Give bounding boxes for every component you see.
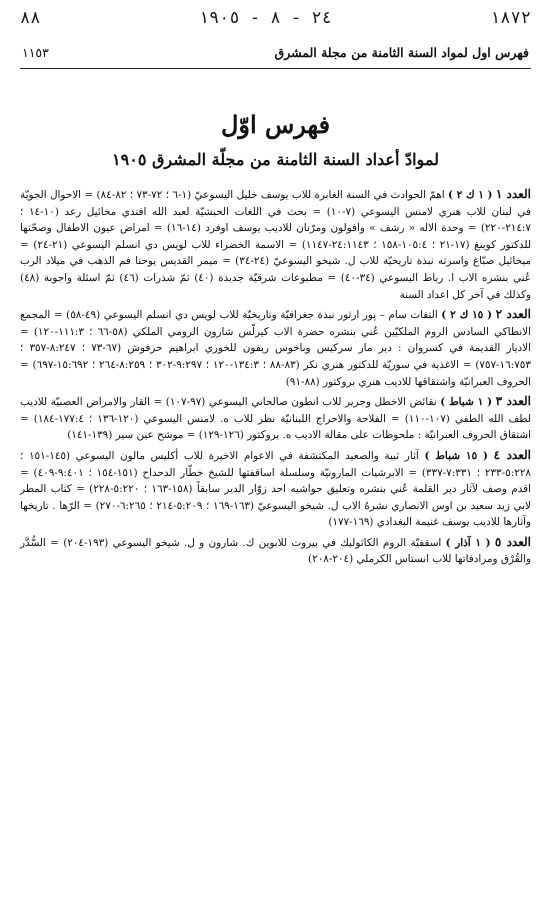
issue-entry <box>20 306 531 390</box>
issue-date: ( ١ آذار ) <box>445 536 491 549</box>
issue-body: اهمّ الحوادث في السنة الغابرة للاب يوسف خليل اليسوعيّ (١-٦ ؛ ٧٢-٧٣ ؛ ٨٢-٨٤) = الاحوال الجويّة في لبنان للاب هنري لامنس اليسوعي (٧-١٠) = بحث في اللغات الحبشيّة لعبد الله افندي مخائيل رعد (١٠-١٤ ؛ ٢١٤:٧-٢٢٠) = وحدة الاله « رشف » وافولون ومرّنان للاديب يوسف اوفرد (١٤-١٦) = امراض عيون الاطفال وصحّتها للدكتور كوينغ (١٧-٢١ ؛ ١٠٥:٤-١٥٨ ؛ ٢٤:١١٤٣-١١٤٧) = الاسمة الخضراء للاب لويس دي انسلم اليسوعي (٢١-٢٤) = ميخائيل صبّاغ واسرته نبذة تاريخيّة للاب ل. شيخو اليسوعيّ (٢٤-٣٤) = ميمر القديس يوحنا فم الذهب في ميلاد الرب عُني بنشره الاب ا. رباط اليسوعي (٣٤-٤٠) = مطبوعات شرقيّة جديدة (٤٠) ثمّ شذرات (٤٦) ثمّ اسئلة واجوبة (٤٨) وكذلك في آخر كل اعداد السنة <box>20 189 532 301</box>
issue-entry <box>20 447 531 531</box>
page-subtitle: لموادّ أعداد السنة الثامنة من مجلّة المشرق ١٩٠٥ <box>112 150 439 169</box>
running-title: فهرس اول لمواد السنة الثامنة من مجلة المشرق <box>274 44 529 60</box>
issue-date: ( ١ شباط ) <box>440 396 493 409</box>
page-number: ١١٥٣ <box>22 44 49 60</box>
issue-label: العدد ٤ <box>493 447 531 462</box>
issue-date: ( ١٥ ك ٢ ) <box>441 309 493 322</box>
handwritten-annotations <box>20 4 531 32</box>
issue-date: ( ١ ك ٢ ) <box>448 189 493 201</box>
issue-date: ( ١٥ شباط ) <box>424 449 488 462</box>
issue-body: آثار ثبية والصعيد المكتشفة في الاعوام الاخيرة للاب أكليس مالون اليسوعي (١٤٥-١٥١ ؛ ٥:٢٢٨-٢٣٣ ؛ ٧:٣٣١-٣٣٧) = الابرشيات المارونيّة وسلسلة اساقفتها للشيخ خطّار الدحداح (١٥١-١٥٤ ؛ ٩:٤٠١-٤٠٩) = اقدم وصف لآثار دير القلمة عُني بنشره وتعليق حواشيه احد زوّار الدير سابقاً (١٥٨-١٦٣ ؛ ٥:٢٢٠-٢٢٨) = كتاب المطر لابي زيد سعيد بن اوس الانصاري نشرهُ الاب ل. شيخو اليسوعيّ (١٦٣-١٦٩ ؛ ٥:٢٠٩-٢١٤ ؛ ٦:٢٦٥-٢٧٠) = الرّها . تاريخها وآثارها للاديب يوسف غنيمة البغدادي (١٦٩-١٧٧) <box>20 449 531 529</box>
handwritten-left-number: ٨٨ <box>20 8 41 28</box>
issue-label: العدد ١ <box>495 187 531 201</box>
index-content <box>20 186 531 571</box>
issue-body: التفات سام – پور ارثور نبذة جغرافيّة وتاريخيّة للاب لويس دي انسلم اليسوعي (٤٩-٥٨) = المجمع الانطاكي السادس الروم الملكيّين عُني بنشره حضرة الاب كيرلّس شارون الرومي الملكي (٥٨-٦٦ ؛ ١١١:٣-١٢٠) = الاديار القديمة في كسروان : دير مار سركيس وباخوس ريفون للخوري ابراهيم حرفوش (٦٧-٧٣ ؛ ٨:٢٤٧-٣٥٧ ؛ ١٦:٧٥٣-٧٥٧) = الاغذية في سوريّة للدكتور هنري نكر (٨٣-٨٨ ؛ ١٣٤:٣-١٢٠ ؛ ٩:٢٩٧-٣٠٢ ؛ ٨:٢٥٩-٢٦٤ ؛ ١٥:٦٩٢-٦٩٧) = الحروف العبرانيّة واشتقاقها للاديب هنري بروكتور (٨٨-٩١) <box>20 309 531 388</box>
running-head <box>22 40 529 64</box>
issue-body: نقائض الاخطل وجرير للاب انطون صالحاني اليسوعي (٩٧-١٠٧) = القار والامراض العصبيّة للاديب لطف الله الطفي (١٠٧-١١٠) = الفلاحة والاحراج اللبنانيّة نظر للاب ه. لامنس اليسوعي (١٢٠-١٣٦ ؛ ١٧٧:٤-١٨٤) = اشتقاق الحروف العبرانيّة : ملحوظات على مقالة الاديب ه. بروكتور (١٢٦-١٢٩) = موشح عين سير (١٣٩-١٤١) <box>20 396 531 442</box>
issue-label: العدد ٢ <box>495 307 531 322</box>
handwritten-right-number: ١٨٧٢ <box>490 8 531 28</box>
issue-entry <box>20 534 531 568</box>
issue-entry <box>20 393 531 444</box>
issue-label: العدد ٣ <box>495 394 531 409</box>
handwritten-date: ٢٤ - ٨ - ١٩٠٥ <box>198 8 332 28</box>
issue-label: العدد ٥ <box>494 534 531 549</box>
page-title: فهرس اوّل <box>220 110 331 139</box>
issue-entry <box>20 186 531 303</box>
header-rule <box>20 68 531 69</box>
issue-body: اسقفيّة الروم الكاثوليك في بيروت للابوين ك. شارون و ل. شيخو اليسوعي (١٩٣-٢٠٤) = السُّدَّر والقُرْق ومرادفاتها للاب انستاس الكرملي (٢٠٤-٢٠٨) <box>20 536 531 566</box>
